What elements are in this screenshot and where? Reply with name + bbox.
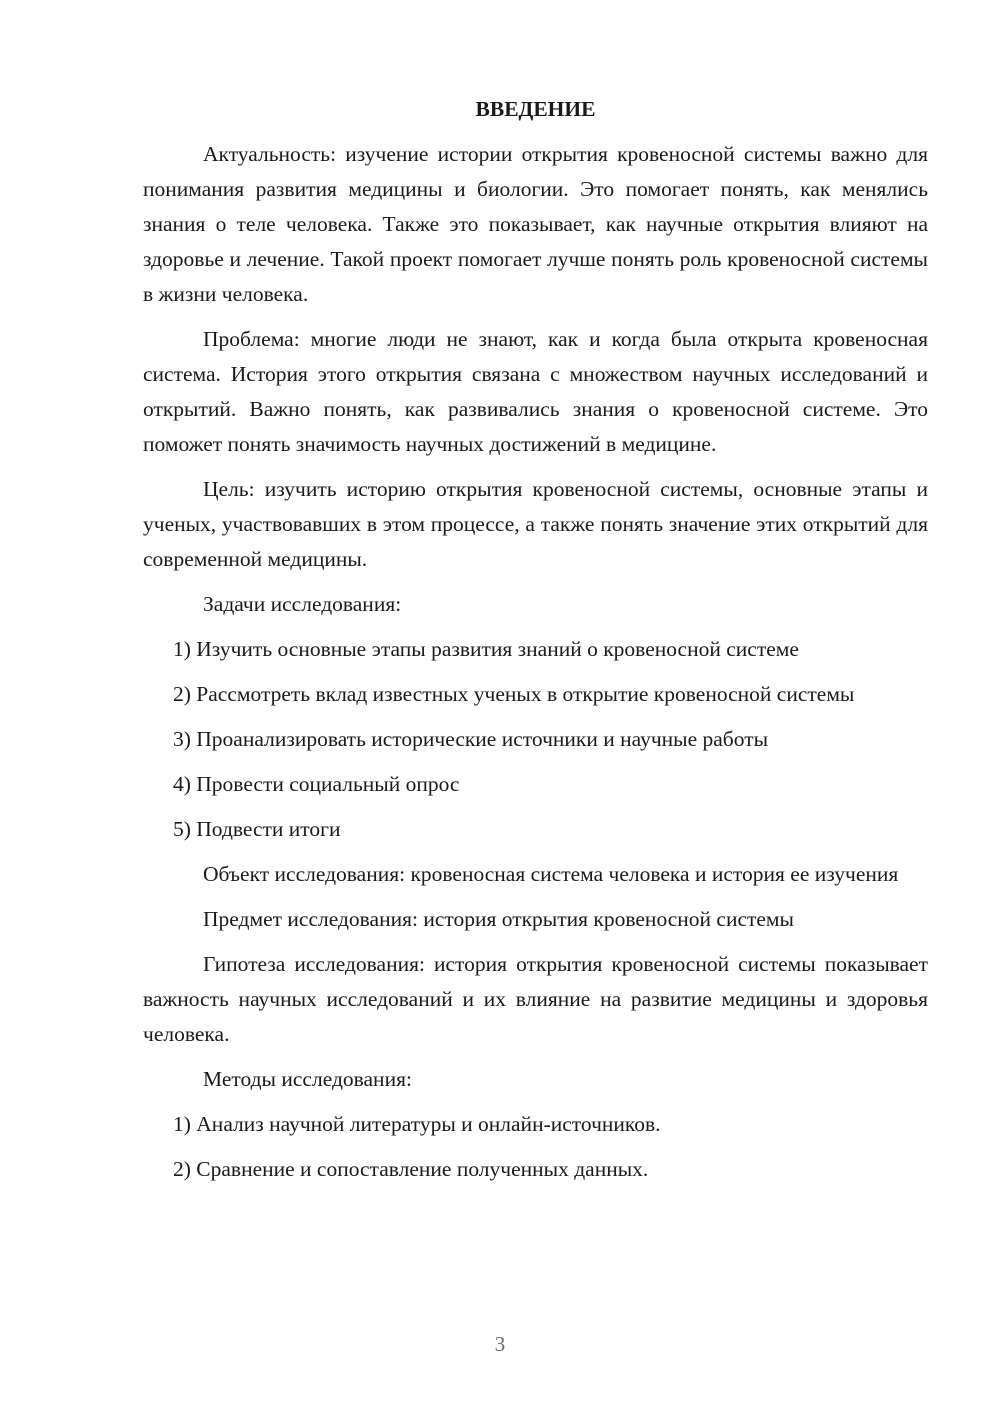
hypothesis-paragraph: Гипотеза исследования: история открытия кровеносной системы показывает важность научных исследований и их влияние на развитие медицины и здоровья человека. (143, 952, 928, 1046)
task-item: 5) Подвести итоги (173, 817, 341, 841)
methods-title: Методы исследования: (203, 1067, 412, 1091)
page-content (143, 92, 928, 1197)
page-number: 3 (494, 1332, 506, 1356)
subject-paragraph: Предмет исследования: история открытия кровеносной системы (203, 907, 794, 931)
tasks-title: Задачи исследования: (203, 592, 402, 616)
section-heading: ВВЕДЕНИЕ (475, 97, 596, 121)
task-item: 4) Провести социальный опрос (173, 772, 460, 796)
problem-paragraph: Проблема: многие люди не знают, как и когда была открыта кровеносная система. История этого открытия связана с множеством научных исследований и открытий. Важно понять, как развивались знания о кровеносной системе. Это поможет понять значимость научных достижений в медицине. (143, 327, 928, 456)
goal-paragraph: Цель: изучить историю открытия кровеносной системы, основные этапы и ученых, участвовавших в этом процессе, а также понять значение этих открытий для современной медицины. (143, 477, 928, 571)
task-item: 3) Проанализировать исторические источники и научные работы (173, 727, 769, 751)
task-item: 1) Изучить основные этапы развития знаний о кровеносной системе (173, 637, 799, 661)
task-item: 2) Рассмотреть вклад известных ученых в открытие кровеносной системы (173, 682, 855, 706)
method-item: 1) Анализ научной литературы и онлайн-источников. (173, 1112, 661, 1136)
relevance-paragraph: Актуальность: изучение истории открытия кровеносной системы важно для понимания развития медицины и биологии. Это помогает понять, как менялись знания о теле человека. Также это показывает, как научные открытия влияют на здоровье и лечение. Такой проект помогает лучше понять роль кровеносной системы в жизни человека. (143, 142, 928, 306)
method-item: 2) Сравнение и сопоставление полученных данных. (173, 1157, 649, 1181)
object-paragraph: Объект исследования: кровеносная система человека и история ее изучения (203, 862, 899, 886)
